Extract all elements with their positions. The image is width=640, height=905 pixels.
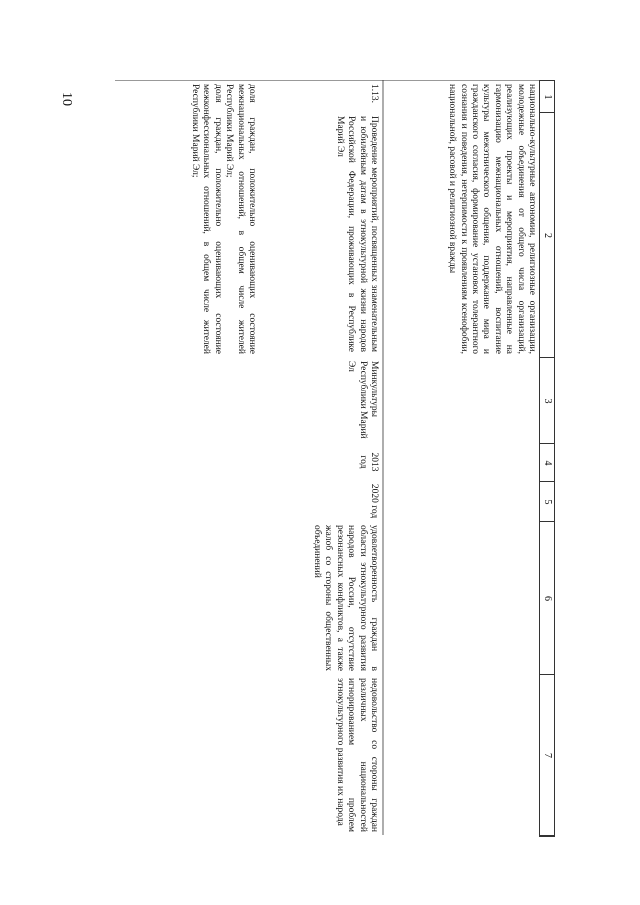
event-name-cell: Проведение мероприятий, посвященных знаменательным и юбилейным датам в этнокультурной жизни народов Российской Федерации, проживающих в Республике Марий Эл (334, 116, 379, 352)
indicators-cell: доля граждан, положительно оценивающих состояние межнациональных отношений, в общем числе жителей Республики Марий Эл; доля граждан, положительно оценивающих состояние межконфессиональных отношений, в общем числе жителей Республики Марий Эл; (189, 84, 257, 354)
executor-cell: Минкультуры Республики Марий Эл (346, 361, 379, 439)
column-header-2: 2 (539, 112, 555, 358)
column-header-6: 6 (539, 521, 555, 675)
row-number: 1.13. (369, 84, 379, 103)
continued-indicators-cell: национально-культурные автономии, религиозные организации, молодежные объединения от общего числа организаций, реализующих проекты и мероприятия, направленные на гармонизацию межнациональных отношений, воспитание культуры межэтнического общения, поддержание мира и гражданского согласия, формирование установок толерантного сознания и поведения, нетерпимости к проявлениям ксенофобии, национальной, расовой и религиозной вражды (447, 84, 537, 354)
column-header-1: 1 (539, 80, 555, 113)
end-year-cell: 2020 год (369, 483, 379, 519)
expected-result-cell: удовлетворенность граждан в области этнокультурного развития народов России, отсутствие резонансных конфликтов, а также жалоб со стороны общественных объединений (311, 525, 379, 671)
column-header-8 (539, 835, 555, 837)
page-number: 10 (59, 92, 74, 106)
start-year-cell: 2013 год (357, 452, 379, 472)
column-header-5: 5 (539, 481, 555, 522)
column-header-7: 7 (539, 674, 555, 836)
column-header-4: 4 (539, 443, 555, 482)
document-table (115, 80, 555, 835)
column-header-3: 3 (539, 357, 555, 444)
risk-cell: недовольство со стороны граждан различных национальностей игнорированием проблем этнокультурного развития их народа (334, 678, 379, 832)
